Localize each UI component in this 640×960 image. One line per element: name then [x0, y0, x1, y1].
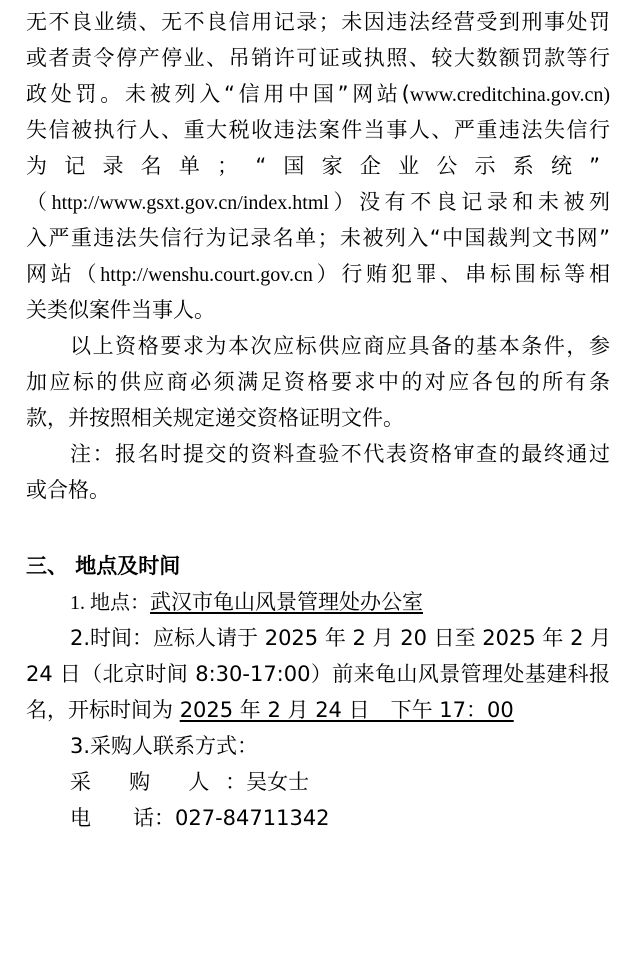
- phone-label: 电 话: [70, 806, 154, 830]
- text-line: 或者责令停产停业、吊销许可证或执照、较大数额罚款等行: [26, 46, 610, 70]
- qualification-paragraph: [26, 4, 618, 328]
- opening-time-value: 2025 年 2 月 24 日 下午 17：00: [179, 698, 514, 722]
- phone-line: [26, 800, 610, 836]
- location-time-section: [26, 584, 610, 836]
- text-run: 政处罚。未被列入“信用中国”网站(: [26, 82, 410, 106]
- location-value: 武汉市龟山风景管理处办公室: [150, 590, 423, 614]
- text-line: 失信被执行人、重大税收违法案件当事人、严重违法失信行: [26, 118, 610, 142]
- time-line: [26, 692, 610, 728]
- basic-conditions-paragraph: [26, 328, 610, 436]
- buyer-value: ：吴女士: [225, 770, 310, 794]
- gsxt-url: http://www.gsxt.gov.cn/index.html: [51, 192, 329, 214]
- text-line: 以上资格要求为本次应标供应商应具备的基本条件，参: [70, 334, 610, 358]
- buyer-label: 采 购 人: [70, 770, 226, 794]
- note-paragraph: [26, 436, 610, 508]
- phone-value: ：027-84711342: [154, 806, 330, 830]
- text-line: 关类似案件当事人。: [26, 298, 215, 322]
- text-run: 网站（: [26, 262, 101, 286]
- text-line: [26, 76, 610, 112]
- text-line: 注：报名时提交的资料查验不代表资格审查的最终通过: [70, 442, 610, 466]
- time-line: 24 日（北京时间 8:30-17:00）前来龟山风景管理处基建科报: [26, 662, 610, 686]
- text-line: 入严重违法失信行为记录名单；未被列入“中国裁判文书网”: [26, 226, 610, 250]
- text-line: 无不良业绩、无不良信用记录；未因违法经营受到刑事处罚: [26, 10, 610, 34]
- opening-time-label: 名，开标时间为: [26, 698, 180, 722]
- text-run: ）没有不良记录和未被列: [328, 190, 611, 214]
- text-run: ): [603, 84, 610, 106]
- text-run: （: [26, 190, 52, 214]
- text-line: 或合格。: [26, 478, 110, 502]
- text-run: ）行贿犯罪、串标围标等相: [312, 262, 611, 286]
- creditchina-url: www.creditchina.gov.cn: [409, 84, 604, 106]
- wenshu-url: http://wenshu.court.gov.cn: [100, 264, 313, 286]
- text-line: [26, 184, 610, 220]
- text-line: 为记录名单；“国家企业公示系统”: [26, 154, 618, 178]
- document-page: [26, 4, 618, 836]
- blank-line: [26, 508, 610, 544]
- location-label: 1. 地点：: [70, 592, 150, 614]
- text-line: [26, 256, 610, 292]
- section-heading: 三、 地点及时间: [26, 554, 181, 578]
- text-line: 款，并按照相关规定递交资格证明文件。: [26, 406, 404, 430]
- text-line: 加应标的供应商必须满足资格要求中的对应各包的所有条: [26, 370, 610, 394]
- contact-heading: 3.采购人联系方式：: [70, 734, 259, 758]
- location-line: [26, 584, 610, 620]
- buyer-line: [26, 764, 610, 800]
- time-line: 2.时间：应标人请于 2025 年 2 月 20 日至 2025 年 2 月: [70, 626, 612, 650]
